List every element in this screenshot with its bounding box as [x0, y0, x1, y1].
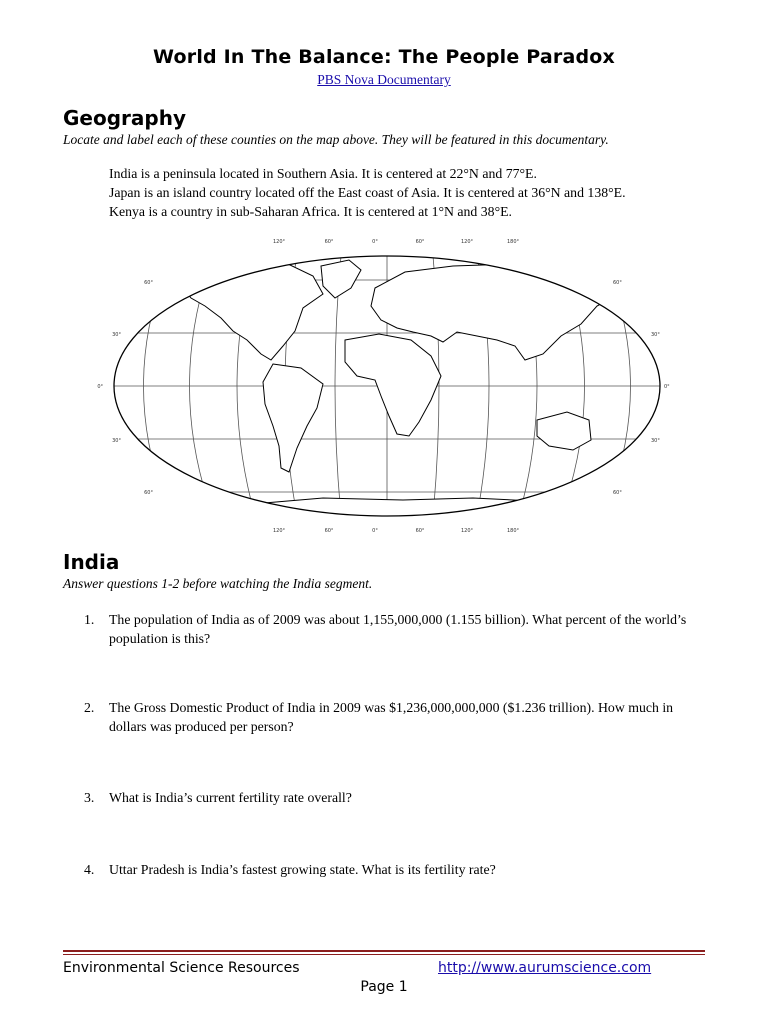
right-label: 30°: [651, 438, 660, 444]
question-number: 2.: [84, 700, 95, 715]
right-label: 60°: [613, 490, 622, 496]
india-instruction: Answer questions 1-2 before watching the India segment.: [63, 576, 373, 591]
bottom-label: 120°: [460, 528, 474, 534]
left-label: 30°: [112, 332, 121, 338]
map-landmasses: [183, 260, 619, 516]
south-america-outline: [263, 364, 323, 472]
north-america-outline: [183, 264, 323, 360]
top-label: 120°: [272, 239, 286, 245]
fact-kenya: Kenya is a country in sub-Saharan Africa. It is centered at 1°N and 38°E.: [109, 204, 512, 219]
top-label: 60°: [324, 239, 334, 245]
footer-divider: [63, 954, 705, 955]
page-number: Page 1: [360, 979, 408, 995]
document-title: World In The Balance: The People Paradox: [153, 46, 615, 68]
greenland-outline: [321, 260, 361, 298]
left-label: 60°: [144, 490, 153, 496]
geography-heading: Geography: [63, 106, 186, 130]
left-label: 60°: [144, 280, 153, 286]
top-label: 120°: [460, 239, 474, 245]
right-label: 60°: [613, 280, 622, 286]
question-number: 3.: [84, 790, 95, 805]
australia-outline: [537, 412, 591, 450]
question-number: 4.: [84, 862, 95, 877]
top-label: 0°: [372, 239, 378, 245]
bottom-label: 180°: [506, 528, 520, 534]
bottom-label: 60°: [324, 528, 334, 534]
question-text: The population of India as of 2009 was about 1,155,000,000 (1.155 billion). What percent of the world’s population is this?: [109, 612, 687, 646]
india-heading: India: [63, 550, 120, 574]
antarctica-outline: [253, 498, 553, 516]
question-number: 1.: [84, 612, 95, 627]
top-label: 180°: [506, 239, 520, 245]
right-label: 30°: [651, 332, 660, 338]
geography-instruction: Locate and label each of these counties on the map above. They will be featured in this documentary.: [63, 132, 609, 147]
question-text: Uttar Pradesh is India’s fastest growing state. What is its fertility rate?: [109, 862, 496, 877]
question-text: What is India’s current fertility rate overall?: [109, 790, 352, 805]
fact-japan: Japan is an island country located off the East coast of Asia. It is centered at 36°N and 138°E.: [109, 185, 626, 200]
bottom-label: 0°: [372, 528, 378, 534]
pbs-nova-link[interactable]: PBS Nova Documentary: [317, 72, 451, 87]
right-label: 0°: [664, 384, 670, 390]
question-text: The Gross Domestic Product of India in 2009 was $1,236,000,000,000 ($1.236 trillion). How much in dollars was produced per person?: [109, 700, 674, 734]
africa-outline: [345, 334, 441, 436]
world-map: [97, 236, 673, 536]
bottom-label: 60°: [415, 528, 425, 534]
footer-source: Environmental Science Resources: [63, 960, 300, 976]
top-label: 60°: [415, 239, 425, 245]
footer-website-link[interactable]: http://www.aurumscience.com: [438, 960, 652, 976]
footer-divider: [63, 950, 705, 952]
document-subtitle: [0, 72, 768, 88]
left-label: 30°: [112, 438, 121, 444]
bottom-label: 120°: [272, 528, 286, 534]
left-label: 0°: [97, 384, 103, 390]
fact-india: India is a peninsula located in Southern Asia. It is centered at 22°N and 77°E.: [109, 166, 537, 181]
